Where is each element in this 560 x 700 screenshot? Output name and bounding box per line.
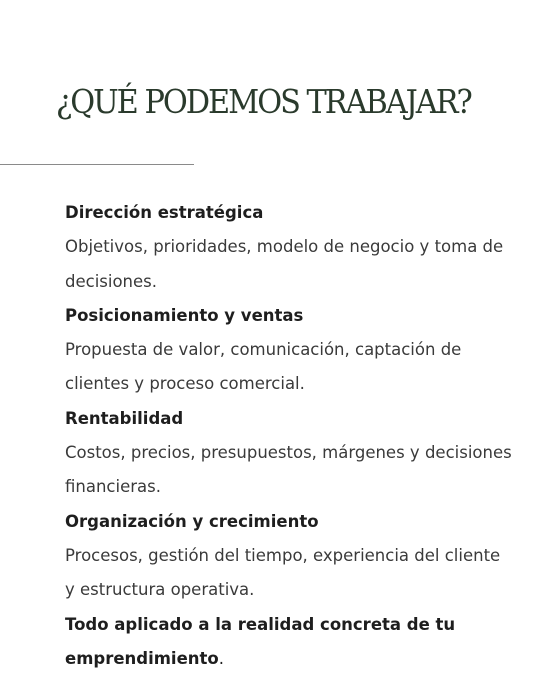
- closing-text: Todo aplicado a la realidad concreta de tu emprendimiento: [65, 614, 456, 668]
- section-description-direccion: Objetivos, prioridades, modelo de negocio y toma de decisiones.: [65, 237, 504, 291]
- title-divider: [0, 164, 194, 165]
- services-list: [65, 196, 515, 676]
- closing-period: .: [218, 648, 224, 668]
- section-description-posicionamiento: Propuesta de valor, comunicación, captación de clientes y proceso comercial.: [65, 340, 462, 394]
- closing-statement: [65, 608, 515, 677]
- page-title: ¿QUÉ PODEMOS TRABAJAR?: [56, 82, 471, 121]
- section-heading-posicionamiento: Posicionamiento y ventas: [65, 305, 304, 325]
- section-description-rentabilidad: Costos, precios, presupuestos, márgenes y decisiones financieras.: [65, 443, 512, 497]
- section-heading-rentabilidad: Rentabilidad: [65, 408, 184, 428]
- section-heading-organizacion: Organización y crecimiento: [65, 511, 319, 531]
- section-heading-direccion: Dirección estratégica: [65, 203, 264, 222]
- section-description-organizacion: Procesos, gestión del tiempo, experiencia del cliente y estructura operativa.: [65, 545, 501, 600]
